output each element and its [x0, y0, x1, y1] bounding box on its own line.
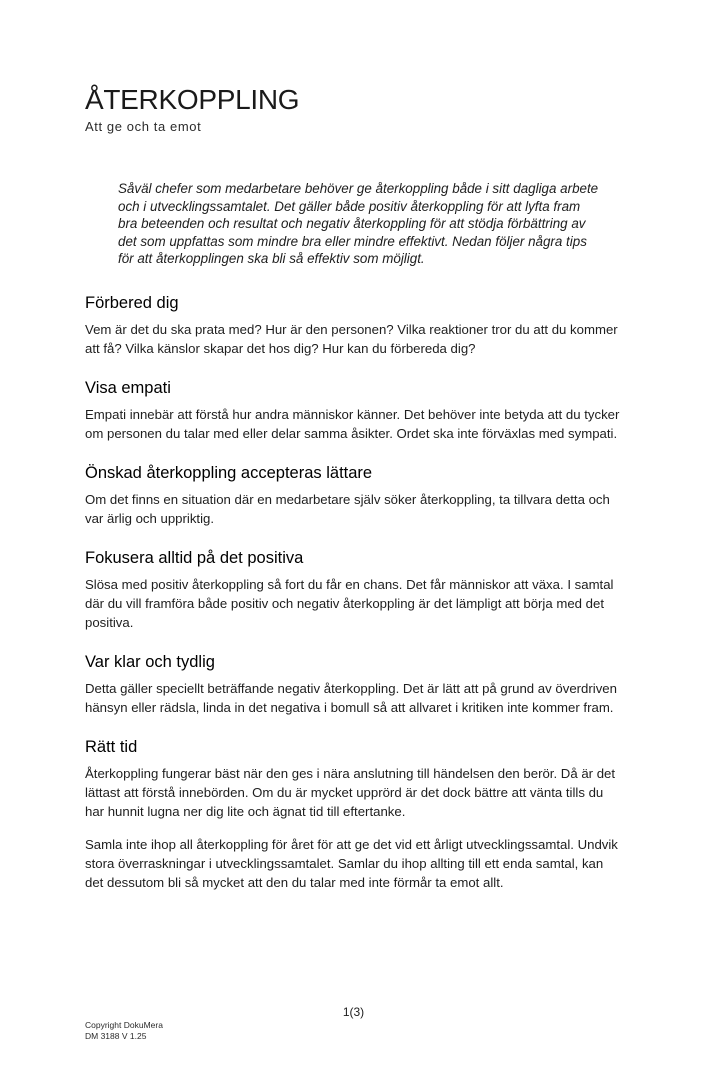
copyright-notice [85, 1020, 163, 1041]
document-page [0, 84, 707, 1084]
section-paragraph: Slösa med positiv återkoppling så fort du får en chans. Det får människor att växa. I samtal där du vill framföra både positiv och negativ återkoppling är det lämpligt att börja med det positiva. [85, 576, 614, 630]
section-heading: Var klar och tydlig [85, 652, 215, 671]
section-paragraph: Detta gäller speciellt beträffande negativ återkoppling. Det är lätt att på grund av överdriven hänsyn eller rädsla, linda in det negativa i bomull så att allvaret i kritiken inte kommer fram. [85, 680, 617, 715]
section-paragraph: Om det finns en situation där en medarbetare själv söker återkoppling, ta tillvara detta och var ärlig och uppriktig. [85, 491, 610, 526]
intro-paragraph: Såväl chefer som medarbetare behöver ge återkoppling både i sitt dagliga arbete och i utvecklingssamtalet. Det gäller både positiv återkoppling för att lyfta fram bra beteenden och resultat och negativ återkoppling för att stödja förbättring av det som uppfattas som mindre bra eller mindre effektivt. Nedan följer några tips för att återkopplingen ska bli så effektiv som möjligt. [118, 181, 599, 267]
page-title: ÅTERKOPPLING [85, 84, 300, 115]
page-subtitle: Att ge och ta emot [85, 119, 202, 134]
section-paragraph: Samla inte ihop all återkoppling för året för att ge det vid ett årligt utvecklingssamtal. Undvik stora överraskningar i utvecklingssamtalet. Samlar du ihop allting till ett enda samtal, kan det dessutom bli så mycket att den du talar med inte förmår ta emot allt. [85, 836, 618, 890]
copyright-line1: Copyright DokuMera [85, 1020, 163, 1030]
section-var-klar-tydlig [85, 653, 622, 717]
section-heading: Förbered dig [85, 293, 179, 312]
section-visa-empati [85, 379, 622, 443]
section-heading: Fokusera alltid på det positiva [85, 548, 304, 567]
section-paragraph: Empati innebär att förstå hur andra människor känner. Det behöver inte betyda att du tycker om personen du talar med eller delar samma åsikter. Ordet ska inte förväxlas med sympati. [85, 406, 620, 441]
copyright-line2: DM 3188 V 1.25 [85, 1030, 147, 1041]
section-heading: Önskad återkoppling accepteras lättare [85, 463, 373, 482]
section-paragraph: Återkoppling fungerar bäst när den ges i nära anslutning till händelsen den berör. Då är det lättast att förstå innebörden. Om du är mycket upprörd är det dock bättre att vänta tills du har hunnit lugna ner dig lite och ägnat tid till eftertanke. [85, 765, 616, 819]
section-forbered-dig [85, 294, 622, 358]
section-fokusera-positiva [85, 549, 622, 632]
section-heading: Rätt tid [85, 737, 138, 756]
page-number: 1(3) [342, 1005, 365, 1019]
section-paragraph: Vem är det du ska prata med? Hur är den personen? Vilka reaktioner tror du att du kommer att få? Vilka känslor skapar det hos dig? Hur kan du förbereda dig? [85, 321, 618, 356]
section-heading: Visa empati [85, 378, 171, 397]
section-ratt-tid [85, 738, 622, 892]
section-onskad-aterkoppling [85, 464, 622, 528]
